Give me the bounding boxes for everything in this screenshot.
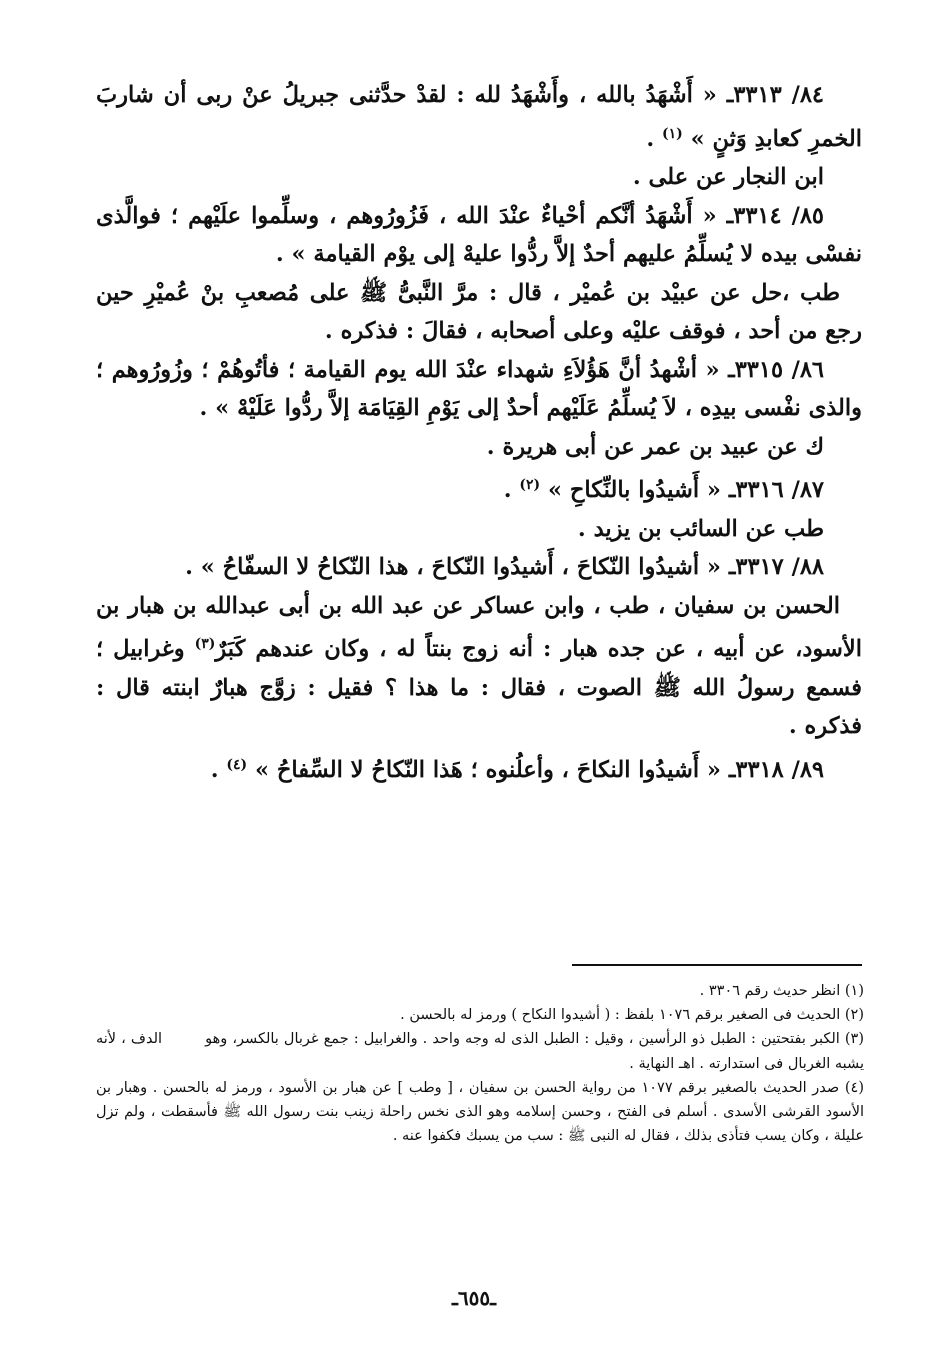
hadith-88-source-b: وغرابيل ؛ فسمع رسولُ الله ﷺ الصوت ، فقال : ما هذا ؟ فقيل : زوَّج هبارٌ ابنته قال : فذكره . (96, 636, 862, 739)
hadith-85-source: طب ،حل عن عبيْد بن عُميْر ، قال : مرَّ النَّبىُّ ﷺ على مُصعبِ بنْ عُميْرِ حين رجع من أحد ، فوقف عليْه وعلى أصحابه ، فقالَ : فذكره . (96, 279, 862, 344)
hadith-84-source: ابن النجار عن على . (632, 164, 824, 190)
hadith-89-text: ٨٩/ ٣٣١٨ـ « أَشيدُوا النكاحَ ، وأعلُنوه ؛ هَذا النّكاحُ لا السِّفاحُ » (247, 756, 824, 783)
hadith-88: ٨٨/ ٣٣١٧ـ « أشيدُوا النّكاحَ ، أَشيدُوا النّكاحَ ، هذا النّكاحُ لا السفّاحُ » . (185, 554, 824, 580)
footnote-4 (96, 1076, 864, 1149)
footnote-ref-1: (١) (662, 125, 683, 142)
footnote-4-continued: بالحسن . وهبار بن الأسود القرشى الأسدى . أسلم فى الفتح ، وحسن إسلامه وهو الذى نخس راحلة زينب بنت رسول الله ﷺ فأسقطت ، ولم تزل عليلة ، وكان يسب فتأذى بذلك ، فقال له النبى ﷺ : سب من يسبك فكفوا عنه . (96, 1079, 864, 1145)
footnotes (96, 979, 864, 1148)
hadith-86: ٨٦/ ٣٣١٥ـ « أشْهدُ أنَّ هَؤُلاَءِ شهداء عنْدَ الله يوم القيامة ؛ فأتُوهُمْ ؛ وزُورُوهم ؛ والذى نفْسى بيدِه ، لاَ يُسلِّمُ عَلَيْهم أحدٌ إلى يَوْمِ القِيَامَة إلاَّ ردُّوا عَلَيْهْ » . (96, 356, 862, 421)
hadith-84-line2: كعابدِ وَثنٍ » (682, 125, 802, 152)
main-text (96, 76, 862, 789)
footnote-3 (96, 1027, 864, 1075)
hadith-84 (96, 76, 862, 158)
hadith-84-end: . (646, 125, 662, 152)
footnote-4-text: (٤) صدر الحديث بالصغير برقم ١٠٧٧ من رواية الحسن بن سفيان ، [ وطب ] عن هبار بن الأسود ، ورمز له (214, 1079, 864, 1096)
footnote-3-continued: الدف ، لأنه يشبه الغربال فى استدارته . اهـ النهاية . (96, 1031, 864, 1072)
page-number: ـ٦٥٥ـ (452, 1286, 496, 1310)
hadith-84-line1: ٨٤/ ٣٣١٣ـ « أَشْهَدُ بالله ، وأَشْهَدُ لله : لقدْ حدَّثنى جبريلُ عنْ ربى أن شاربَ الخمرِ (96, 82, 862, 152)
footnote-ref-3: (٣) (194, 636, 216, 652)
hadith-88-source (96, 587, 862, 746)
hadith-87-text: ٨٧/ ٣٣١٦ـ « أَشيدُوا بالنِّكاحِ » (540, 477, 824, 503)
hadith-86-source: ك عن عبيد بن عمر عن أبى هريرة . (486, 433, 824, 460)
footnote-2: (٢) الحديث فى الصغير برقم ١٠٧٦ بلفظ : ( أشيدوا النكاح ) ورمز له بالحسن . (400, 1007, 864, 1024)
hadith-85: ٨٥/ ٣٣١٤ـ « أَشْهَدُ أنَّكم أحْياءٌ عنْدَ الله ، فَزُورُوهم ، وسلِّموا علَيْهم ؛ فوالَّذى نفسْى بيده لا يُسلِّمُ عليهم أحدٌ إلاَّ ردُّوا عليهْ إلى يوْم القيامة » . (96, 202, 862, 267)
hadith-87-source: طب عن السائب بن يزيد . (577, 515, 824, 542)
footnote-1: (١) انظر حديث رقم ٣٣٠٦ . (699, 983, 864, 999)
hadith-89 (96, 746, 862, 790)
footnote-ref-4: (٤) (226, 756, 248, 773)
footnote-separator (572, 964, 862, 966)
hadith-87 (96, 466, 862, 510)
footnote-ref-2: (٢) (519, 477, 541, 493)
hadith-89-end: . (210, 756, 227, 783)
hadith-87-end: . (503, 477, 520, 503)
hadith-88-source-a: الحسن بن سفيان ، طب ، وابن عساكر عن عبد الله بن أبى عبدالله بن هبار بن الأسود، عن أبيه ، عن جده هبار : أنه زوج بنتاً له ، وكان عندهم كَبَرٌ (96, 592, 862, 662)
footnote-3-text: (٣) الكبر بفتحتين : الطبل ذو الرأسين ، وقيل : الطبل الذى له وجه واحد . والغرابيل : جمع غربال بالكسر، وهو (205, 1031, 864, 1048)
